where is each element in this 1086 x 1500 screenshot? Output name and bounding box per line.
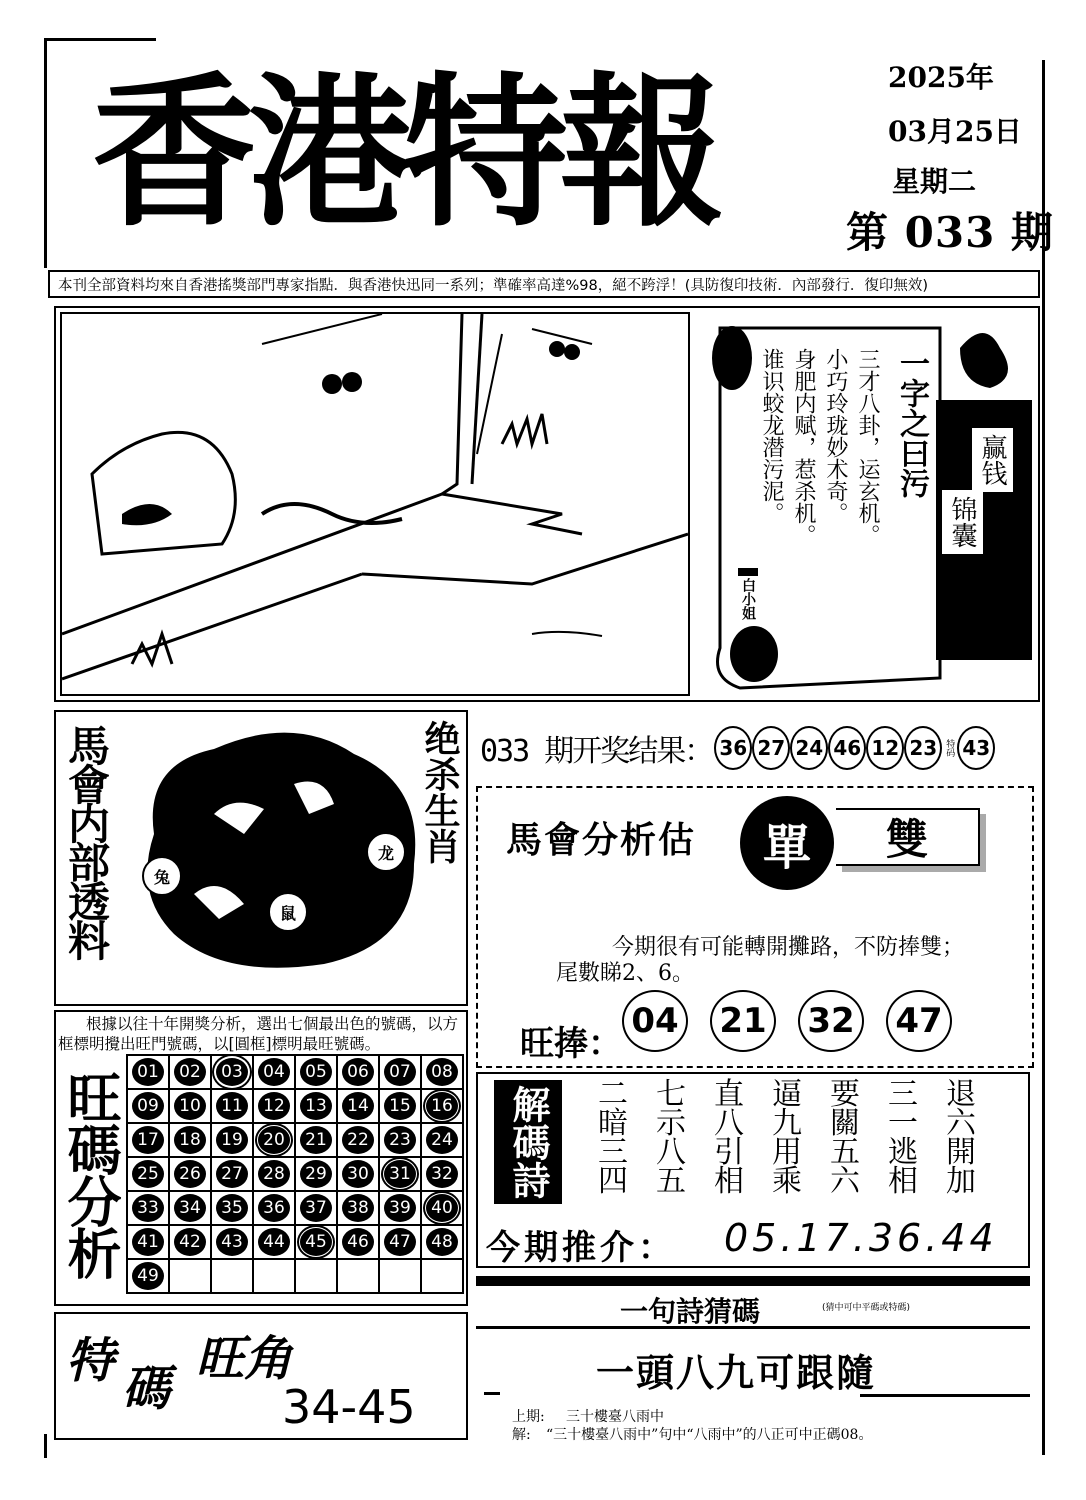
grid-cell xyxy=(422,1226,464,1260)
grid-number: 31 xyxy=(384,1160,416,1188)
scroll-poem xyxy=(758,348,880,546)
verse-explain-label: 解: xyxy=(512,1427,531,1443)
grid-number: 30 xyxy=(342,1160,374,1188)
riddle-char: 八 xyxy=(714,1106,744,1141)
grid-cell xyxy=(422,1158,464,1192)
grid-cell xyxy=(296,1056,338,1090)
riddle-char: 五 xyxy=(656,1164,686,1199)
grid-cell xyxy=(212,1056,254,1090)
grid-number: 10 xyxy=(174,1092,206,1120)
grid-cell xyxy=(422,1260,464,1294)
riddle-char: 三 xyxy=(598,1135,628,1170)
grid-number: 28 xyxy=(258,1160,290,1188)
grid-number: 13 xyxy=(300,1092,332,1120)
grid-cell xyxy=(170,1260,212,1294)
grid-cell xyxy=(170,1090,212,1124)
result-row xyxy=(480,720,1040,776)
illustration-inner xyxy=(60,312,690,696)
riddle-char: 八 xyxy=(656,1135,686,1170)
zodiac-corner-title: 绝杀生肖 xyxy=(419,720,460,864)
result-special-ball: 43 xyxy=(957,726,995,770)
grid-intro: 根據以往十年開獎分析，選出七個最出色的號碼，以方框標明攪出旺門號碼，以[圓框]標明最旺號碼。 xyxy=(58,1015,459,1053)
hot-numbers xyxy=(622,990,952,1052)
hot-ball: 32 xyxy=(798,990,864,1052)
riddle-char: 暗 xyxy=(598,1106,628,1141)
result-ball: 24 xyxy=(790,726,828,770)
riddle-char: 逃 xyxy=(888,1135,918,1170)
grid-number: 34 xyxy=(174,1194,206,1222)
scroll-area xyxy=(700,318,1036,698)
riddle-char: 逼 xyxy=(772,1077,802,1112)
grid-number: 40 xyxy=(426,1194,458,1222)
grid-number: 11 xyxy=(216,1092,248,1120)
grid-cell xyxy=(338,1090,380,1124)
grid-number: 44 xyxy=(258,1228,290,1256)
riddle-char: 二 xyxy=(598,1077,628,1112)
grid-cell xyxy=(128,1090,170,1124)
grid-number: 17 xyxy=(132,1126,164,1154)
grid-cell xyxy=(254,1226,296,1260)
header-year: 2025年 xyxy=(888,61,994,94)
grid-cell xyxy=(254,1090,296,1124)
grid-number: 02 xyxy=(174,1058,206,1086)
poem-line: 三才八卦，运玄机。 xyxy=(855,348,880,546)
grid-number: 15 xyxy=(384,1092,416,1120)
hot-ball: 21 xyxy=(710,990,776,1052)
grid-cell xyxy=(254,1056,296,1090)
grid-cell xyxy=(422,1124,464,1158)
riddle-char: 直 xyxy=(714,1077,744,1112)
grid-number: 32 xyxy=(426,1160,458,1188)
poem-line: 谁识蛟龙潜污泥。 xyxy=(759,348,784,524)
verse-low-rule xyxy=(860,1394,1030,1397)
riddle-char: 開 xyxy=(946,1135,976,1170)
grid-cell xyxy=(422,1192,464,1226)
verse-mid-rule xyxy=(476,1326,1030,1329)
grid-number: 05 xyxy=(300,1058,332,1086)
grid-cell xyxy=(380,1192,422,1226)
grid-cell xyxy=(380,1158,422,1192)
riddle-label: 解碼詩 xyxy=(494,1080,562,1204)
even-box xyxy=(836,808,980,866)
even-label: 雙 xyxy=(885,815,928,864)
grid-cell xyxy=(338,1260,380,1294)
top-left-bracket xyxy=(44,38,156,41)
grid-number: 12 xyxy=(258,1092,290,1120)
verse-line: 一頭八九可跟隨 xyxy=(596,1350,877,1395)
hot-label: 旺捧： xyxy=(520,1024,622,1064)
grid-cell xyxy=(212,1090,254,1124)
grid-cell xyxy=(422,1090,464,1124)
grid-number: 01 xyxy=(132,1058,164,1086)
riddle-char: 三 xyxy=(888,1077,918,1112)
result-ball: 36 xyxy=(714,726,752,770)
grid-number: 08 xyxy=(426,1058,458,1086)
riddle-char: 九 xyxy=(772,1106,802,1141)
badge-bottom: 锦囊 xyxy=(942,490,983,554)
grid-number: 04 xyxy=(258,1058,290,1086)
grid-number: 16 xyxy=(426,1092,458,1120)
grid-cell xyxy=(212,1124,254,1158)
riddle-char: 要 xyxy=(830,1077,860,1112)
riddle-char: 用 xyxy=(772,1135,802,1170)
riddle-char: 相 xyxy=(714,1164,744,1199)
riddle-char: 示 xyxy=(656,1106,686,1141)
result-label: 033 期开奖结果： xyxy=(480,734,713,769)
riddle-char: 關 xyxy=(830,1106,860,1141)
grid-cell xyxy=(380,1090,422,1124)
grid-cell xyxy=(128,1226,170,1260)
grid-number: 14 xyxy=(342,1092,374,1120)
hot-ball: 47 xyxy=(886,990,952,1052)
grid-number: 43 xyxy=(216,1228,248,1256)
analysis-note-1: 今期很有可能轉開攤路，不防捧雙； xyxy=(612,935,965,960)
grid-number: 39 xyxy=(384,1194,416,1222)
special-label-2: 碼 xyxy=(122,1361,171,1417)
grid-cell xyxy=(338,1124,380,1158)
odd-badge: 單 xyxy=(740,796,834,890)
verse-last-text: 三十樓臺八雨中 xyxy=(566,1409,664,1425)
notice-bar xyxy=(48,270,1040,298)
grid-number: 06 xyxy=(342,1058,374,1086)
grid-number: 27 xyxy=(216,1160,248,1188)
grid-number: 20 xyxy=(258,1126,290,1154)
notice-text: 本刊全部資料均來自香港搖獎部門專家指點．與香港快迅同一系列；準確率高達%98，絕不跨浮！(具防復印技術．內部發行．復印無效) xyxy=(58,277,929,294)
grid-cell xyxy=(338,1192,380,1226)
grid-side-label: 旺碼分析 xyxy=(59,1070,122,1278)
grid-cell xyxy=(296,1158,338,1192)
result-ball: 12 xyxy=(866,726,904,770)
grid-cell xyxy=(254,1192,296,1226)
grid-number: 21 xyxy=(300,1126,332,1154)
grid-cell xyxy=(254,1158,296,1192)
grid-cell xyxy=(338,1056,380,1090)
special-label: 特码 xyxy=(944,739,955,757)
zodiac-star-3: 龙 xyxy=(366,832,406,872)
landscape-drawing xyxy=(62,314,688,694)
grid-number: 47 xyxy=(384,1228,416,1256)
grid-number: 35 xyxy=(216,1194,248,1222)
grid-cell xyxy=(338,1158,380,1192)
verse-top-rule xyxy=(476,1276,1030,1286)
special-label-3: 旺角 xyxy=(196,1331,293,1387)
grid-cell xyxy=(170,1158,212,1192)
scroll-author: 白小姐 xyxy=(738,568,758,620)
grid-number: 46 xyxy=(342,1228,374,1256)
special-label-1: 特 xyxy=(66,1333,115,1389)
grid-cell xyxy=(212,1226,254,1260)
grid-number: 25 xyxy=(132,1160,164,1188)
zodiac-star-1: 兔 xyxy=(142,856,182,896)
riddle-char: 四 xyxy=(598,1164,628,1199)
scroll-title: 一字之曰污 xyxy=(894,348,929,498)
grid-cell xyxy=(212,1260,254,1294)
grid-cell xyxy=(170,1124,212,1158)
masthead-title: 香港特報 xyxy=(92,56,717,249)
grid-cell xyxy=(128,1192,170,1226)
grid-number: 22 xyxy=(342,1126,374,1154)
grid-number: 36 xyxy=(258,1194,290,1222)
grid-cell xyxy=(338,1226,380,1260)
grid-number: 33 xyxy=(132,1194,164,1222)
grid-cell xyxy=(128,1260,170,1294)
grid-number: 19 xyxy=(216,1126,248,1154)
verse-last-label: 上期: xyxy=(512,1409,545,1425)
verse-title: 一句詩猜碼 xyxy=(620,1295,761,1328)
number-grid xyxy=(126,1054,464,1294)
grid-cell xyxy=(296,1226,338,1260)
grid-number: 37 xyxy=(300,1194,332,1222)
grid-number: 41 xyxy=(132,1228,164,1256)
analysis-note-2: 尾數睇2、6。 xyxy=(556,961,694,986)
grid-cell xyxy=(296,1090,338,1124)
riddle-char: 五 xyxy=(830,1135,860,1170)
grid-number: 26 xyxy=(174,1160,206,1188)
grid-number: 07 xyxy=(384,1058,416,1086)
grid-cell xyxy=(128,1124,170,1158)
result-ball: 27 xyxy=(752,726,790,770)
grid-cell xyxy=(170,1226,212,1260)
zodiac-side-title: 馬會内部透料 xyxy=(62,724,111,958)
grid-number: 45 xyxy=(300,1228,332,1256)
riddle-char: 引 xyxy=(714,1135,744,1170)
grid-cell xyxy=(128,1056,170,1090)
left-edge-line xyxy=(44,38,47,268)
zodiac-star-2: 鼠 xyxy=(268,892,308,932)
grid-cell xyxy=(254,1124,296,1158)
grid-number: 09 xyxy=(132,1092,164,1120)
riddle-char: 六 xyxy=(830,1164,860,1199)
analysis-title: 馬會分析估 xyxy=(506,819,697,861)
result-ball: 23 xyxy=(904,726,942,770)
grid-cell xyxy=(380,1124,422,1158)
result-ball: 46 xyxy=(828,726,866,770)
grid-cell xyxy=(380,1260,422,1294)
grid-cell xyxy=(170,1056,212,1090)
riddle-char: 退 xyxy=(946,1077,976,1112)
riddle-char: 六 xyxy=(946,1106,976,1141)
recommend-numbers: 05.17.36.44 xyxy=(724,1216,998,1260)
grid-number: 18 xyxy=(174,1126,206,1154)
header-weekday: 星期二 xyxy=(892,165,977,198)
grid-cell xyxy=(128,1158,170,1192)
poem-line: 身肥内赋，惹杀机。 xyxy=(791,348,816,546)
grid-cell xyxy=(296,1260,338,1294)
grid-cell xyxy=(212,1158,254,1192)
grid-number: 29 xyxy=(300,1160,332,1188)
grid-number: 23 xyxy=(384,1126,416,1154)
grid-cell xyxy=(296,1124,338,1158)
header-date: 03月25日 xyxy=(888,115,1022,148)
verse-explain-text: “三十樓臺八雨中”句中“八雨中”的八正可中正碼08。 xyxy=(546,1427,873,1443)
grid-number: 24 xyxy=(426,1126,458,1154)
grid-cell xyxy=(296,1192,338,1226)
grid-number: 03 xyxy=(216,1058,248,1086)
riddle-char: 乘 xyxy=(772,1164,802,1199)
special-range: 34-45 xyxy=(282,1380,416,1434)
grid-cell xyxy=(212,1192,254,1226)
grid-cell xyxy=(170,1192,212,1226)
grid-number: 49 xyxy=(132,1262,164,1290)
grid-cell xyxy=(254,1260,296,1294)
grid-number: 48 xyxy=(426,1228,458,1256)
grid-cell xyxy=(380,1226,422,1260)
recommend-label: 今期推介： xyxy=(486,1228,676,1268)
verse-subtitle: (猜中可中平碼或特碼) xyxy=(822,1303,911,1313)
riddle-poem xyxy=(584,1077,990,1199)
grid-number: 38 xyxy=(342,1194,374,1222)
verse-tick xyxy=(484,1392,500,1395)
hot-ball: 04 xyxy=(622,990,688,1052)
bottom-left-mark xyxy=(44,1434,47,1458)
grid-number: 42 xyxy=(174,1228,206,1256)
right-edge-line xyxy=(1042,60,1045,1455)
riddle-char: 相 xyxy=(888,1164,918,1199)
grid-cell xyxy=(422,1056,464,1090)
header-issue: 第 033 期 xyxy=(846,208,1054,257)
grid-cell xyxy=(380,1056,422,1090)
riddle-char: 加 xyxy=(946,1164,976,1199)
riddle-char: 七 xyxy=(656,1077,686,1112)
poem-line: 小巧玲珑妙术奇。 xyxy=(823,348,848,524)
badge-top: 赢钱 xyxy=(972,428,1013,492)
riddle-char: 一 xyxy=(888,1106,918,1141)
